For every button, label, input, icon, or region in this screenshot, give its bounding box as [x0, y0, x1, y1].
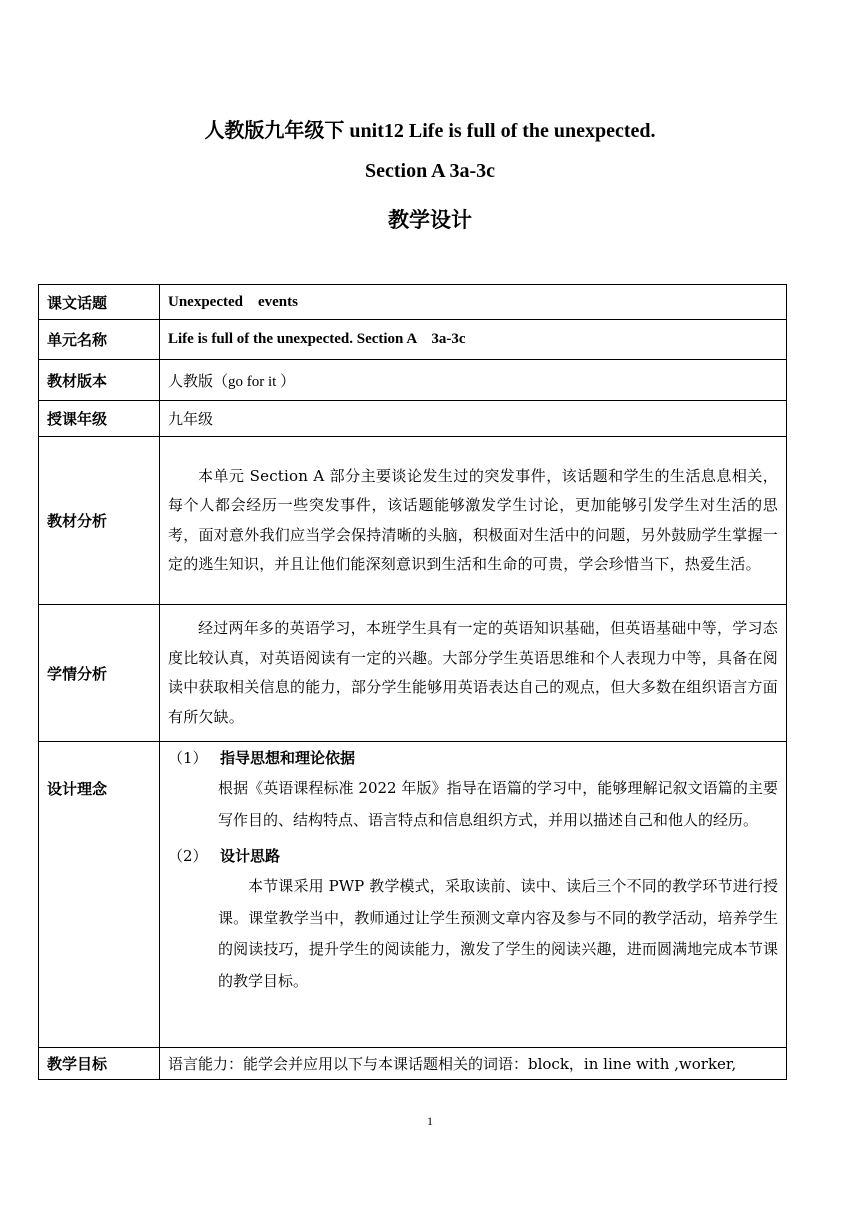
- row-textbook: [39, 437, 787, 605]
- section-title: Section A 3a-3c: [365, 160, 495, 182]
- row-objectives: [39, 1048, 787, 1080]
- students-label: 学情分析: [39, 605, 160, 742]
- unit-label: 单元名称: [39, 320, 160, 360]
- concept-subhead-2: [168, 842, 778, 871]
- page-number: 1: [427, 1114, 433, 1128]
- document-title: 人教版九年级下 unit12 Life is full of the unexpected.: [204, 120, 656, 142]
- row-grade: [39, 401, 787, 437]
- students-analysis: 经过两年多的英语学习，本班学生具有一定的英语知识基础，但英语基础中等，学习态度比较认真，对英语阅读有一定的兴趣。大部分学生英语思维和个人表现力中等，具备在阅读中获取相关信息的能力，部分学生能够用英语表达自己的观点，但大多数在组织语言方面有所欠缺。: [168, 619, 778, 726]
- row-concept: [39, 742, 787, 1048]
- textbook-label: 教材分析: [39, 437, 160, 605]
- lesson-plan-table: [38, 284, 787, 1080]
- objectives-cell: [160, 1048, 787, 1080]
- edition-label: 教材版本: [39, 360, 160, 401]
- topic-label: 课文话题: [39, 285, 160, 320]
- grade-value: 九年级: [160, 401, 787, 437]
- concept-body-2: 本节课采用 PWP 教学模式，采取读前、读中、读后三个不同的教学环节进行授课。课堂教学当中，教师通过让学生预测文章内容及参与不同的教学活动，培养学生的阅读技巧，提升学生的阅读能力，激发了学生的阅读兴趣，进而圆满地完成本节课的教学目标。: [218, 877, 778, 990]
- row-students: [39, 605, 787, 742]
- concept-label: 设计理念: [39, 742, 160, 1048]
- concept-heading-2: 设计思路: [220, 847, 281, 865]
- textbook-cell: [160, 437, 787, 605]
- students-cell: [160, 605, 787, 742]
- row-unit: [39, 320, 787, 360]
- row-edition: [39, 360, 787, 401]
- concept-heading-1: 指导思想和理论依据: [220, 749, 356, 767]
- topic-value: Unexpected events: [160, 285, 787, 320]
- row-topic: [39, 285, 787, 320]
- edition-value: 人教版（go for it ）: [160, 360, 787, 401]
- concept-subhead-1: [168, 744, 778, 773]
- concept-num-1: （1）: [168, 749, 208, 767]
- grade-label: 授课年级: [39, 401, 160, 437]
- objectives-label: 教学目标: [39, 1048, 160, 1080]
- unit-value: Life is full of the unexpected. Section A 3a-3c: [160, 320, 787, 360]
- textbook-analysis: 本单元 Section A 部分主要谈论发生过的突发事件，该话题和学生的生活息息相关，每个人都会经历一些突发事件，该话题能够激发学生讨论，更加能够引发学生对生活的思考，面对意外我们应当学会保持清晰的头脑，积极面对生活中的问题，另外鼓励学生掌握一定的逃生知识，并且让他们能深刻意识到生活和生命的可贵，学会珍惜当下，热爱生活。: [168, 466, 778, 573]
- concept-cell: [160, 742, 787, 1048]
- concept-num-2: （2）: [168, 847, 208, 865]
- document-type: 教学设计: [388, 208, 472, 232]
- objectives-value: 语言能力：能学会并应用以下与本课话题相关的词语：block，in line with ,worker,: [168, 1055, 737, 1073]
- concept-body-1: 根据《英语课程标准 2022 年版》指导在语篇的学习中，能够理解记叙文语篇的主要写作目的、结构特点、语言特点和信息组织方式，并用以描述自己和他人的经历。: [218, 779, 778, 829]
